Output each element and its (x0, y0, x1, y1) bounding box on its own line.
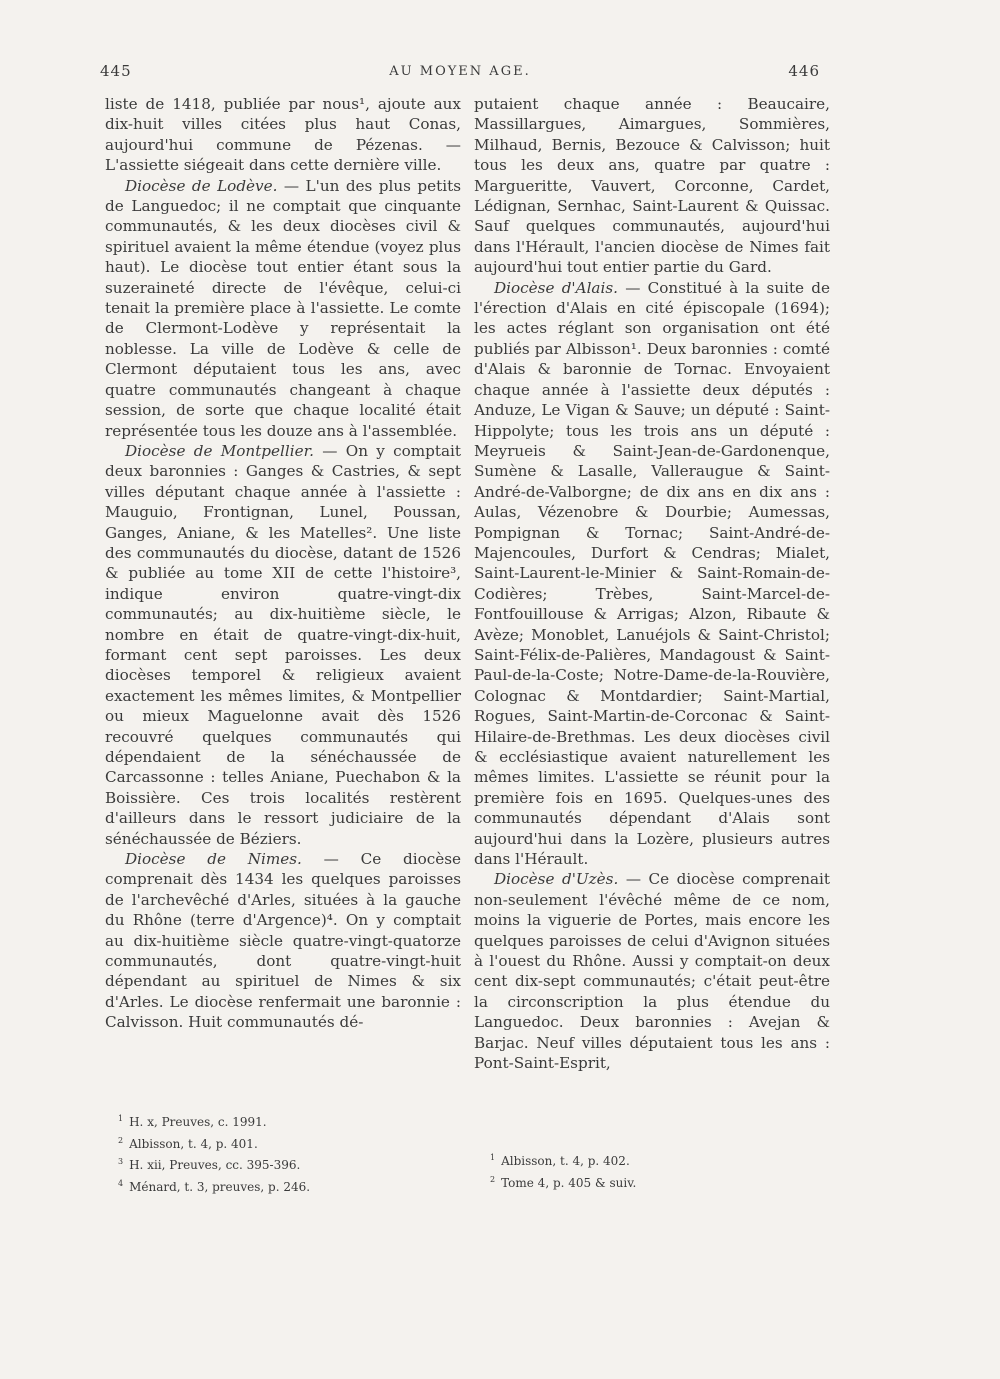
footnote (118, 1153, 418, 1175)
section-title-nimes: Diocèse de Nimes. (125, 850, 302, 869)
footnote (118, 1175, 418, 1197)
paragraph: putaient chaque année : Beaucaire, Massillargues, Aimargues, Sommières, Milhaud, Bernis, Bezouce & Calvisson; huit tous les deux ans, quatre par quatre : Margueritte, Vauvert, Corconne, Cardet, Lédignan, Sernhac, Saint-Laurent & Quissac. Sauf quelques communautés, aujourd'hui dans l'Hérault, l'ancien diocèse de Nimes fait aujourd'hui tout entier partie du Gard. (474, 95, 830, 277)
paragraph-montpellier (105, 441, 461, 849)
footnote-mark: 2 (490, 1174, 496, 1184)
section-title-alais: Diocèse d'Alais. (494, 278, 618, 297)
footnotes-right (490, 1149, 790, 1192)
footnote-text: Albisson, t. 4, p. 402. (501, 1154, 630, 1168)
footnote-text: Albisson, t. 4, p. 401. (129, 1136, 258, 1151)
section-text-alais: — Constitué à la suite de l'érection d'Alais en cité épiscopale (1694); les actes réglant son organisation ont été publiés par Albisson¹. Deux baronnies : comté d'Alais & baronnie de Tornac. Envoyaient chaque année à l'assiette deux députés : Anduze, Le Vigan & Sauve; un député : Saint-Hippolyte; tous les trois ans un député : Meyrueis & Saint-Jean-de-Gardonenque, Sumène & Lasalle, Valleraugue & Saint-André-de-Valborgne; de dix ans en dix ans : Aulas, Vézenobre & Dourbie; Aumessas, Pompignan & Tornac; Saint-André-de-Majencoules, Durfort & Cendras; Mialet, Saint-Laurent-le-Minier & Saint-Romain-de-Codières; Trèbes, Saint-Marcel-de-Fontfouillouse & Arrigas; Alzon, Ribaute & Avèze; Monoblet, Lanuéjols & Saint-Christol; Saint-Félix-de-Palières, Mandagoust & Saint-Paul-de-la-Coste; Notre-Dame-de-la-Rouvière, Colognac & Montdardier; Saint-Martial, Rogues, Saint-Martin-de-Corconac & Saint-Hilaire-de-Brethmas. Les deux diocèses civil & ecclésiastique avaient naturellement les mêmes limites. L'assiette se réunit pour la première fois en 1695. Quelques-unes des communautés dépendant d'Alais sont aujourd'hui dans la Lozère, plusieurs autres dans l'Hérault. (474, 278, 830, 869)
footnote-mark: 3 (118, 1157, 124, 1166)
footnote (118, 1110, 418, 1132)
page-number-right: 446 (788, 62, 820, 80)
paragraph: liste de 1418, publiée par nous¹, ajoute aux dix-huit villes citées plus haut Conas, aujourd'hui commune de Pézenas. — L'assiette siégeait dans cette dernière ville. (105, 95, 461, 175)
section-title-uzes: Diocèse d'Uzès. (494, 870, 619, 889)
left-column (105, 94, 461, 1033)
footnote-mark: 2 (118, 1135, 124, 1145)
footnote-mark: 1 (118, 1114, 124, 1123)
footnotes-left (118, 1110, 418, 1196)
section-title-lodeve: Diocèse de Lodève. (125, 176, 278, 195)
section-text-nimes: — Ce diocèse comprenait dès 1434 les quelques paroisses de l'archevêché d'Arles, situées à la gauche du Rhône (terre d'Argence)⁴. On y comptait au dix-huitième siècle quatre-vingt-quatorze communautés, dont quatre-vingt-huit dépendant au spirituel de Nimes & six d'Arles. Le diocèse renfermait une baronnie : Calvisson. Huit communautés dé- (105, 850, 461, 1032)
footnote-mark: 4 (118, 1178, 124, 1188)
running-header (100, 62, 820, 86)
paragraph-uzes (474, 869, 830, 1073)
footnote-text: H. x, Preuves, c. 1991. (129, 1115, 267, 1129)
section-title-montpellier: Diocèse de Montpellier. (125, 441, 314, 460)
footnote (490, 1149, 790, 1171)
page-number-left: 445 (100, 62, 132, 80)
footnote (490, 1171, 790, 1193)
paragraph-alais (474, 278, 830, 870)
right-column (474, 94, 830, 1074)
footnote-text: H. xii, Preuves, cc. 395-396. (129, 1158, 301, 1172)
footnote-text: Tome 4, p. 405 & suiv. (501, 1175, 637, 1190)
running-title: AU MOYEN AGE. (389, 64, 531, 79)
section-text-lodeve: — L'un des plus petits de Languedoc; il ne comptait que cinquante communautés, & les deux diocèses civil & spirituel avaient la même étendue (voyez plus haut). Le diocèse tout entier étant sous la suzeraineté directe de l'évêque, celui-ci tenait la première place à l'assiette. Le comte de Clermont-Lodève y représentait la noblesse. La ville de Lodève & celle de Clermont députaient tous les ans, avec quatre communautés changeant à chaque session, de sorte que chaque localité était représentée tous les douze ans à l'assemblée. (105, 176, 461, 440)
section-text-montpellier: — On y comptait deux baronnies : Ganges & Castries, & sept villes députant chaque année à l'assiette : Mauguio, Frontignan, Lunel, Poussan, Ganges, Aniane, & les Matelles². Une liste des communautés du diocèse, datant de 1526 & publiée au tome XII de cette l'histoire³, indique environ quatre-vingt-dix communautés; au dix-huitième siècle, le nombre en était de quatre-vingt-dix-huit, formant cent sept paroisses. Les deux diocèses temporel & religieux avaient exactement les mêmes limites, & Montpellier ou mieux Maguelonne avait dès 1526 recouvré quelques communautés qui dépendaient de la sénéchaussée de Carcassonne : telles Aniane, Puechabon & la Boissière. Ces trois localités restèrent d'ailleurs dans le ressort judiciaire de la sénéchaussée de Béziers. (105, 441, 462, 848)
footnote-text: Ménard, t. 3, preuves, p. 246. (129, 1179, 311, 1194)
footnote-mark: 1 (490, 1153, 496, 1162)
paragraph-lodeve (105, 176, 461, 441)
section-text-uzes: — Ce diocèse comprenait non-seulement l'évêché même de ce nom, moins la viguerie de Portes, mais encore les quelques paroisses de celui d'Avignon situées à l'ouest du Rhône. Aussi y comptait-on deux cent dix-sept communautés; c'était peut-être la circonscription la plus étendue du Languedoc. Deux baronnies : Avejan & Barjac. Neuf villes députaient tous les ans : Pont-Saint-Esprit, (474, 870, 830, 1073)
paragraph-nimes (105, 849, 461, 1033)
footnote (118, 1132, 418, 1154)
